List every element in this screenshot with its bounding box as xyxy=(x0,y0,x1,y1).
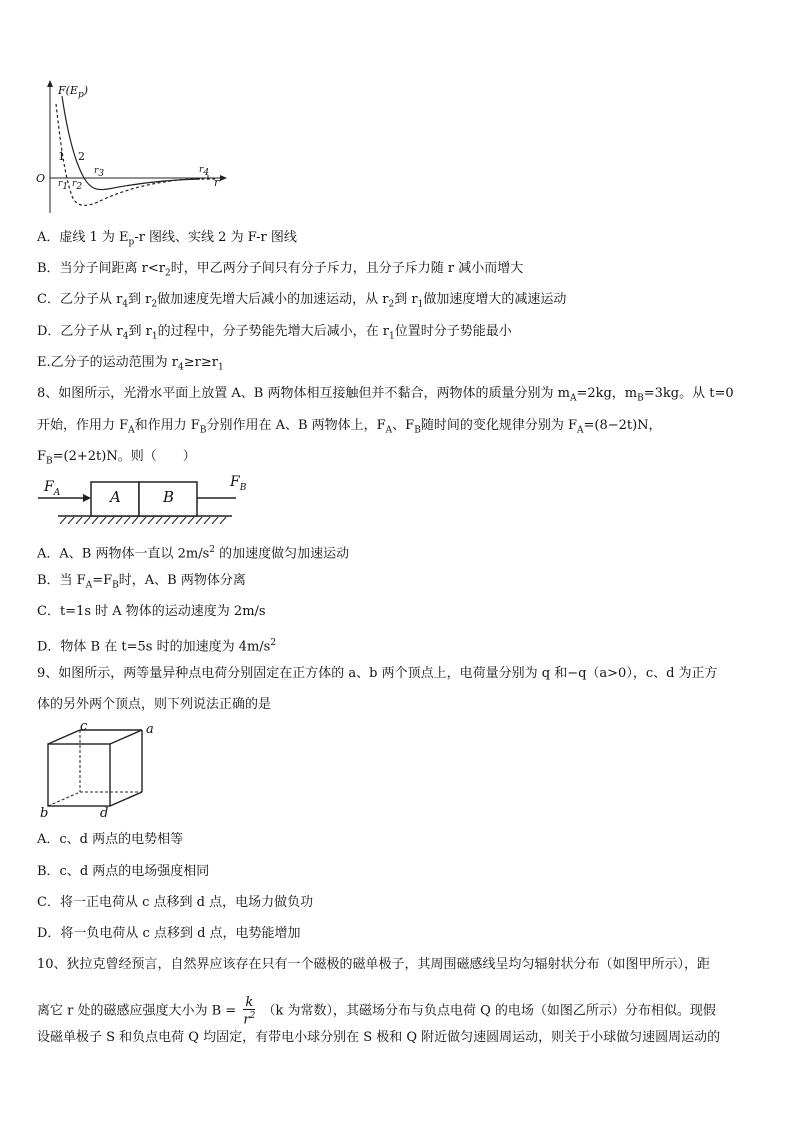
vertex-b-label: b xyxy=(40,806,49,821)
q7-option-e: E.乙分子的运动范围为 $r_4\ge r\ge r_1$ xyxy=(37,355,224,373)
q8-option-d: D．物体 B 在 t=5s 时的加速度为 $4m/s^2$ xyxy=(37,638,277,655)
q8-stem-line2: 开始，作用力 $F_A$和作用力 $F_B$分别作用在 A、B 两物体上，$F_A$、$F_B$随时间的变化规律分别为 $F_A=(8-2t)N$， xyxy=(37,418,662,436)
q8-stem-line1: 8、如图所示，光滑水平面上放置 A、B 两物体相互接触但并不黏合，两物体的质量分别为 $m_A=2kg$，$m_B=3kg$。从 t=0 xyxy=(37,386,734,404)
q10-stem-line1: 10、狄拉克曾经预言，自然界应该存在只有一个磁极的磁单极子，其周围磁感线呈均匀辐射状分布（如图甲所示），距 xyxy=(37,957,711,972)
q10-fraction: $\frac{k}{r^2}$ xyxy=(243,995,256,1028)
q8-option-c: C．t=1s 时 A 物体的运动速度为 2m/s xyxy=(37,604,266,619)
q9-stem-line1: 9、如图所示，两等量异种点电荷分别固定在正方体的 a、b 两个顶点上，电荷量分别为 q 和−q（a>0），c、d 为正方 xyxy=(37,666,718,681)
q7-option-b: B．当分子间距离 $r<r_2$时，甲乙两分子间只有分子斥力，且分子斥力随 r 减小而增大 xyxy=(37,261,524,279)
r3-label: $r_3$ xyxy=(94,166,105,179)
curve-2-label: 2 xyxy=(78,150,85,163)
cube-figure xyxy=(40,722,150,817)
r4-label: $r_4$ xyxy=(199,165,210,178)
q8-option-a: A．A、B 两物体一直以 $2m/s^2$ 的加速度做匀加速运动 xyxy=(37,545,350,562)
q7-option-a: A．虚线 1 为 $E_p-r$ 图线、实线 2 为 F-r 图线 xyxy=(37,230,297,248)
graph-origin-label: O xyxy=(36,172,46,185)
q9-option-a: A．c、d 两点的电势相等 xyxy=(37,832,184,847)
q8-option-b: B．当 $F_A=F_B$时，A、B 两物体分离 xyxy=(37,573,246,591)
force-a-label: $F_A$ xyxy=(44,479,61,498)
block-a-label: A xyxy=(110,488,121,506)
q9-option-b: B．c、d 两点的电场强度相同 xyxy=(37,864,210,879)
blocks-figure xyxy=(36,472,236,530)
q9-option-c: C．将一正电荷从 c 点移到 d 点，电场力做负功 xyxy=(37,895,314,910)
block-b-label: B xyxy=(163,488,175,506)
q9-option-d: D．将一负电荷从 c 点移到 d 点，电势能增加 xyxy=(37,926,301,941)
r1-label: $r_1$ xyxy=(58,179,69,192)
vertex-c-label: c xyxy=(80,719,88,734)
graph-x-label: r xyxy=(214,176,220,189)
q7-option-c: C．乙分子从 $r_4$到 $r_2$做加速度先增大后减小的加速运动，从 $r_2$到 $r_1$做加速度增大的减速运动 xyxy=(37,292,567,310)
q10-stem-line3: 设磁单极子 S 和负点电荷 Q 均固定，有带电小球分别在 S 极和 Q 附近做匀速圆周运动，则关于小球做匀速圆周运动的 xyxy=(37,1030,721,1045)
q9-stem-line2: 体的另外两个顶点，则下列说法正确的是 xyxy=(37,697,272,712)
q8-stem-line3: $F_B=(2+2t)N$。则（ ） xyxy=(37,449,196,467)
q7-option-d: D．乙分子从 $r_4$到 $r_1$的过程中，分子势能先增大后减小，在 $r_1$位置时分子势能最小 xyxy=(37,324,512,342)
force-b-label: $F_B$ xyxy=(230,474,247,493)
vertex-a-label: a xyxy=(146,722,154,737)
r2-label: $r_2$ xyxy=(72,179,83,192)
graph-y-label: $F(E_p)$ xyxy=(58,84,89,101)
curve-1-label: 1 xyxy=(58,150,65,163)
q10-stem-line2: 离它 r 处的磁感应强度大小为 B = $\frac{k}{r^2}$ （k 为常数），其磁场分布与负点电荷 Q 的电场（如图乙所示）分布相似。现假 xyxy=(37,995,716,1028)
vertex-d-label: d xyxy=(100,806,109,821)
